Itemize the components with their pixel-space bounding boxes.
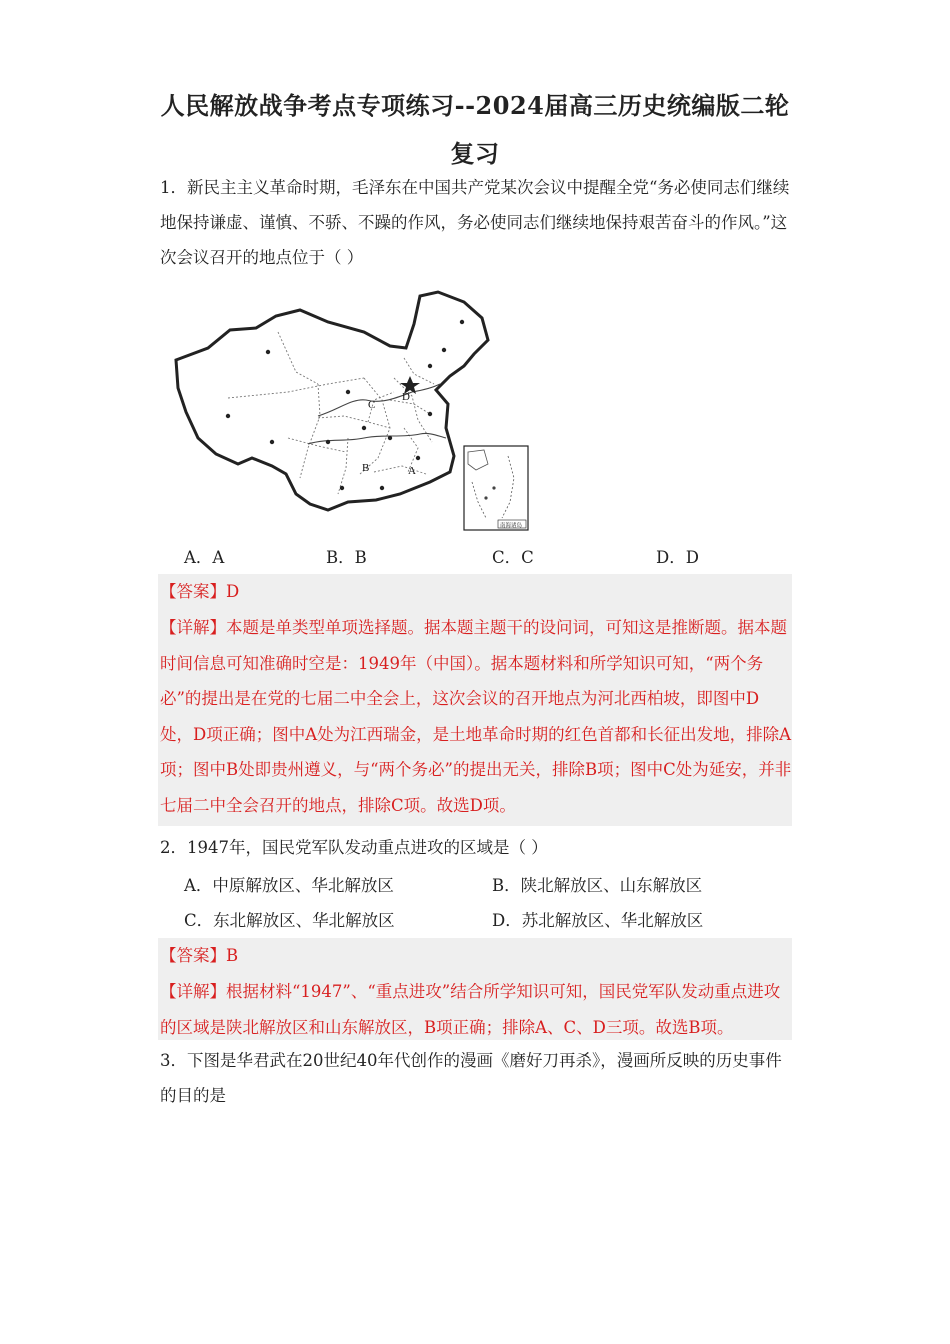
question-1-stem: 1．新民主主义革命时期，毛泽东在中国共产党某次会议中提醒全党“务必使同志们继续地保持谦虚、谨慎、不骄、不躁的作风，务必使同志们继续地保持艰苦奋斗的作风。”这次会议召开的地点位于（ ）: [160, 178, 790, 267]
q1-option-c[interactable]: C．C: [492, 548, 534, 567]
china-outline: [176, 292, 488, 510]
q1-option-b[interactable]: B．B: [326, 548, 367, 567]
question-3-stem: 3．下图是华君武在20世纪40年代创作的漫画《磨好刀再杀》，漫画所反映的历史事件的目的是: [160, 1051, 782, 1105]
q1-option-a[interactable]: A．A: [184, 548, 225, 567]
map-label-c: C: [368, 399, 376, 411]
q2-option-c[interactable]: C．东北解放区、华北解放区: [184, 911, 395, 930]
map-label-b: B: [362, 462, 370, 474]
q1-answer: 【答案】D: [160, 582, 240, 601]
q1-detail: 【详解】本题是单类型单项选择题。据本题主题干的设问词，可知这是推断题。据本题时间信息可知准确时空是：1949年（中国）。据本题材料和所学知识可知，“两个务必”的提出是在党的七届二中全会上，这次会议的召开地点为河北西柏坡，即图中D处，D项正确；图中A处为江西瑞金，是土地革命时期的红色首都和长征出发地，排除A项；图中B处即贵州遵义，与“两个务必”的提出无关，排除B项；图中C处为延安，并非七届二中全会召开的地点，排除C项。故选D项。: [160, 618, 792, 815]
question-2-stem: 2．1947年，国民党军队发动重点进攻的区域是（ ）: [160, 838, 548, 857]
q1-option-d[interactable]: D．D: [656, 548, 699, 567]
map-label-d: D: [402, 391, 410, 403]
inset-caption: 南海诸岛: [500, 523, 523, 529]
south-sea-inset: [464, 446, 528, 530]
q2-option-b[interactable]: B．陕北解放区、山东解放区: [492, 876, 703, 895]
q2-detail: 【详解】根据材料“1947”、“重点进攻”结合所学知识可知，国民党军队发动重点进攻的区域是陕北解放区和山东解放区，B项正确；排除A、C、D三项。故选B项。: [160, 982, 781, 1037]
q2-option-a[interactable]: A．中原解放区、华北解放区: [184, 876, 394, 895]
china-map-figure: [168, 288, 536, 536]
map-label-a: A: [408, 465, 416, 477]
q2-answer: 【答案】B: [160, 946, 239, 965]
document-title: 人民解放战争考点专项练习--2024届高三历史统编版二轮复习: [160, 91, 790, 168]
q2-option-d[interactable]: D．苏北解放区、华北解放区: [492, 911, 704, 930]
